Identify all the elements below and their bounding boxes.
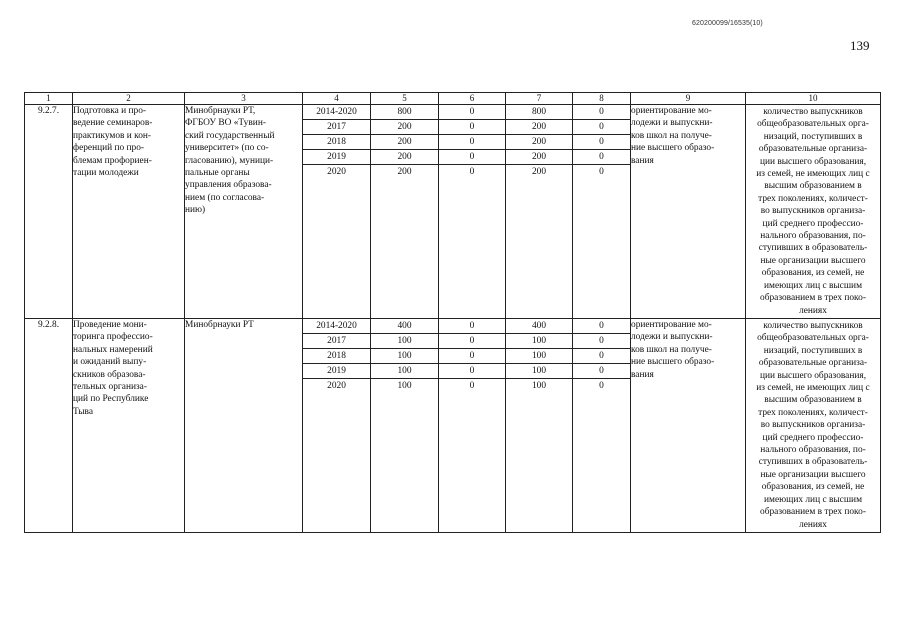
funding-value: 0 (469, 381, 475, 391)
funding-value: 200 (531, 167, 547, 177)
funding-value: 0 (573, 135, 630, 150)
funding-value: 0 (573, 105, 630, 120)
column-header: 2 (73, 93, 185, 105)
funding-total-cell (371, 105, 439, 319)
funding-value: 200 (371, 135, 438, 150)
measure-name: Проведение мони- торинга профессио- нальных намерений и ожиданий выпу- скников образова- тельных организа- ций по Республике Тыва (73, 319, 185, 533)
expected-result: ориентирование мо- лодежи и выпускни- ков школ на получе- ние высшего образо- вания (631, 319, 746, 533)
funding-value: 400 (371, 319, 438, 334)
column-header: 6 (439, 93, 506, 105)
program-measures-table (24, 92, 881, 533)
funding-value: 200 (506, 120, 572, 135)
column-header: 7 (506, 93, 573, 105)
funding-value: 0 (439, 150, 505, 165)
funding-value: 200 (397, 167, 412, 177)
year-value: 2018 (303, 135, 370, 150)
years-cell (303, 105, 371, 319)
funding-value: 0 (573, 349, 630, 364)
funding-value: 100 (371, 349, 438, 364)
funding-value: 0 (573, 319, 630, 334)
funding-col7-cell (506, 319, 573, 533)
column-header: 4 (303, 93, 371, 105)
year-value: 2014-2020 (303, 319, 370, 334)
column-header: 9 (631, 93, 746, 105)
funding-col6-cell (439, 105, 506, 319)
funding-value: 0 (439, 334, 505, 349)
funding-value: 0 (439, 135, 505, 150)
table-row (25, 105, 881, 319)
funding-value: 0 (439, 319, 505, 334)
year-value: 2017 (303, 120, 370, 135)
funding-value: 0 (573, 120, 630, 135)
target-indicator: количество выпускников общеобразовательных орга- низаций, поступивших в образовательные организа- ции высшего образования, из семей, не имеющих лиц с высшим образованием в трех поколениях, количест- во выпускников организа- ций среднего профессио- нального образования, по- ступивших в образователь- ные организации высшего образования, из семей, не имеющих лиц с высшим образованием в трех поко- лениях (746, 319, 881, 533)
measure-executor: Минобрнауки РТ (185, 319, 303, 533)
funding-value: 0 (439, 349, 505, 364)
years-cell (303, 319, 371, 533)
target-indicator: количество выпускников общеобразовательных орга- низаций, поступивших в образовательные организа- ции высшего образования, из семей, не имеющих лиц с высшим образованием в трех поколениях, количест- во выпускников организа- ций среднего профессио- нального образования, по- ступивших в образователь- ные организации высшего образования, из семей, не имеющих лиц с высшим образованием в трех поко- лениях (746, 105, 881, 319)
year-value: 2019 (303, 364, 370, 379)
table-row (25, 319, 881, 533)
funding-value: 100 (506, 364, 572, 379)
year-value: 2020 (327, 167, 346, 177)
measure-number: 9.2.8. (25, 319, 73, 533)
funding-value: 200 (506, 150, 572, 165)
funding-value: 0 (439, 105, 505, 120)
column-header: 3 (185, 93, 303, 105)
year-value: 2019 (303, 150, 370, 165)
funding-value: 0 (573, 150, 630, 165)
funding-value: 100 (506, 334, 572, 349)
measure-executor: Минобрнауки РТ, ФГБОУ ВО «Тувин- ский государственный университет» (по со- гласованию), муници- пальные органы управления образова- нием (по согласова- нию) (185, 105, 303, 319)
funding-value: 800 (371, 105, 438, 120)
funding-value: 200 (371, 120, 438, 135)
funding-value: 100 (397, 381, 412, 391)
measure-number: 9.2.7. (25, 105, 73, 319)
funding-col7-cell (506, 105, 573, 319)
funding-col6-cell (439, 319, 506, 533)
column-header: 5 (371, 93, 439, 105)
funding-value: 200 (371, 150, 438, 165)
funding-value: 0 (599, 167, 604, 177)
funding-value: 0 (599, 381, 604, 391)
funding-value: 100 (371, 364, 438, 379)
funding-value: 100 (531, 381, 547, 391)
funding-value: 800 (506, 105, 572, 120)
funding-value: 0 (439, 120, 505, 135)
measure-name: Подготовка и про- ведение семинаров- практикумов и кон- ференций по про- блемам профориен- тации молодежи (73, 105, 185, 319)
funding-value: 0 (573, 364, 630, 379)
funding-col8-cell (573, 319, 631, 533)
column-numbers-row (25, 93, 881, 105)
funding-value: 0 (439, 364, 505, 379)
column-header: 10 (746, 93, 881, 105)
column-header: 8 (573, 93, 631, 105)
year-value: 2020 (327, 381, 346, 391)
year-value: 2018 (303, 349, 370, 364)
year-value: 2014-2020 (303, 105, 370, 120)
funding-value: 100 (506, 349, 572, 364)
document-registration-code: 620200099/16535(10) (692, 20, 763, 27)
funding-value: 400 (506, 319, 572, 334)
funding-total-cell (371, 319, 439, 533)
funding-value: 0 (573, 334, 630, 349)
funding-value: 0 (469, 167, 475, 177)
funding-value: 200 (506, 135, 572, 150)
expected-result: ориентирование мо- лодежи и выпускни- ков школ на получе- ние высшего образо- вания (631, 105, 746, 319)
year-value: 2017 (303, 334, 370, 349)
funding-col8-cell (573, 105, 631, 319)
funding-value: 100 (371, 334, 438, 349)
page-number: 139 (850, 38, 870, 53)
column-header: 1 (25, 93, 73, 105)
